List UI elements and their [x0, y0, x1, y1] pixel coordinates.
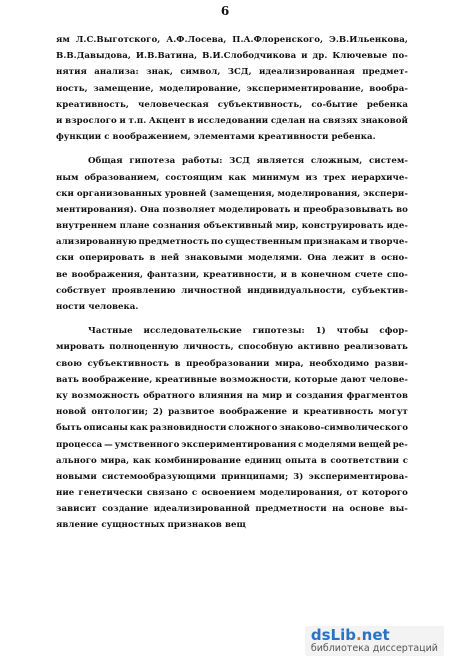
- text-line-28: ние генетически связано с освоением моделирования, от которого: [56, 488, 408, 499]
- text-line-7: функции с воображением, элементами креативности ребенка.: [56, 132, 376, 143]
- watermark-logo-tld: net: [361, 626, 390, 644]
- text-line-19: мировать полноценную личность, способную активно реализовать: [56, 342, 408, 353]
- site-watermark: [305, 626, 444, 656]
- text-line-6: и взрослого и т.п. Акцент в исследовании сделан на связях знаковой: [56, 115, 408, 126]
- text-line-23: новой онтологии; 2) развитое воображение и креативность могут: [56, 407, 408, 418]
- text-line-20: свою субъективность в преобразовании мира, необходимо разви-: [56, 358, 408, 369]
- text-line-13: ализированную предметность по существенным признакам и творче-: [56, 237, 408, 248]
- text-line-24: быть описаны как разновидности сложного знаково-символического: [56, 423, 408, 434]
- text-line-15: ве воображения, фантазии, креативности, и в конечном счете спо-: [56, 269, 408, 280]
- text-line-4: ность, замещение, моделирование, экспериментирование, вообра-: [56, 83, 408, 94]
- text-line-18: Частные исследовательские гипотезы: 1) чтобы сфор-: [88, 326, 408, 337]
- text-line-9: ным образованием, состоящим как минимум из трех иерархиче-: [56, 172, 408, 183]
- text-line-27: новыми системообразующими принципами; 3) экспериментирова-: [56, 471, 408, 482]
- text-line-8: Общая гипотеза работы: ЗСД является сложным, систем-: [88, 156, 408, 167]
- watermark-logo: [311, 628, 390, 643]
- text-line-10: ски организованных уровней (замещения, моделирования, экспери-: [56, 188, 408, 199]
- watermark-logo-name: dsLib: [310, 626, 356, 644]
- text-line-26: ального мира, как комбинирование единиц опыта в соответствии с: [56, 455, 408, 466]
- text-line-22: ку возможность обратного влияния на мир и создания фрагментов: [56, 390, 408, 401]
- text-line-2: В.В.Давыдова, И.В.Ватина, В.И.Слободчикова и др. Ключевые по-: [56, 51, 408, 62]
- text-line-16: собствует проявлению личностной индивидуальности, субъектив-: [56, 285, 408, 296]
- document-body: [56, 32, 408, 534]
- text-line-12: внутреннем плане сознания объективный мир, конструировать иде-: [56, 221, 408, 232]
- text-line-5: креативность, человеческая субъективность, со-бытие ребенка: [56, 99, 408, 110]
- text-line-11: ментирования). Она позволяет моделировать и преобразовывать во: [56, 204, 408, 215]
- text-line-25: процесса — умственного экспериментирования с моделями вещей ре-: [56, 439, 408, 450]
- text-line-14: ски оперировать в ней знаковыми моделями. Она лежит в осно-: [56, 253, 408, 264]
- text-line-1: ям Л.С.Выготского, А.Ф.Лосева, П.А.Флоренского, Э.В.Ильенкова,: [56, 35, 408, 45]
- watermark-badge: [305, 626, 444, 656]
- text-line-17: ности человека.: [56, 302, 139, 312]
- watermark-subtitle: библиотека диссертаций: [310, 643, 438, 654]
- text-line-21: вать воображение, креативные возможности, которые дают челове-: [56, 374, 408, 385]
- page-number: 6: [220, 4, 230, 18]
- text-line-29: зависит создание идеализированной предметности на основе вы-: [56, 504, 408, 515]
- watermark-logo-dot: .: [355, 626, 362, 644]
- text-line-3: нятия анализа: знак, символ, ЗСД, идеализированная предмет-: [56, 67, 408, 78]
- text-line-30: явление сущностных признаков вещ: [56, 520, 246, 531]
